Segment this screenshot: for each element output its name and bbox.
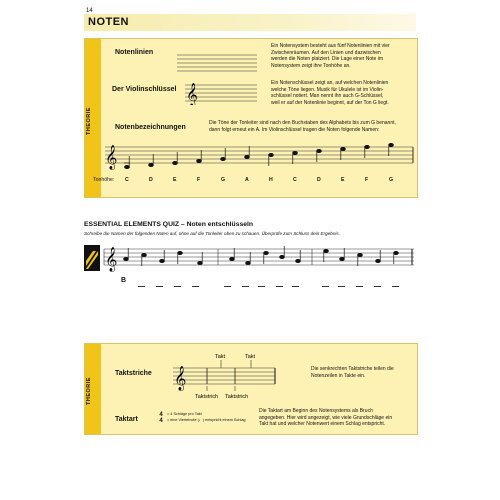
- taktart-line-3: Takt hat und welcher Notenwert einem Schlag entspricht.: [259, 421, 386, 427]
- time-signature-top: 4: [159, 412, 163, 418]
- taktart-sig-legend: [167, 412, 257, 423]
- tonhoehe-label: Tonhöhe:: [93, 177, 115, 183]
- taktart-label: Taktart: [115, 416, 138, 423]
- note-name: F: [365, 177, 369, 183]
- header-bar: [84, 14, 416, 31]
- page-header: [84, 14, 416, 31]
- notenlinien-line-1: Ein Notensystem besteht aus fünf Notenlinien mit vier: [271, 43, 390, 49]
- theorie-label: THEORIE: [86, 377, 92, 406]
- notenbezeichnungen-text: [209, 120, 413, 133]
- violinschluessel-staff: [185, 79, 257, 105]
- quiz-subtitle: Schreibe die Namen der folgenden Noten auf, ohne auf die Tonleiter oben zu schauen. Überprüfe zum Schluss dein Ergebnis.: [84, 231, 340, 236]
- notenlinien-line-3: werden die Noten platziert. Die Lage einer Note im: [271, 56, 384, 62]
- scale-staff: [103, 139, 415, 175]
- taktart-line-1: Die Taktart am Beginn des Notensystems als Bruch: [259, 408, 373, 414]
- treble-clef-icon: 𝄞: [174, 366, 187, 390]
- violinschluessel-line-1: Ein Notenschlüssel zeigt an, auf welchen Notenlinien: [271, 80, 389, 86]
- note-name: E: [173, 177, 177, 183]
- taktstriche-line-2: Notenzeilen in Takte ein.: [311, 372, 366, 379]
- theory-panel-top: [84, 38, 418, 198]
- taktstrich-label: Taktstrich: [225, 394, 249, 400]
- quiz-badge-icon: [84, 245, 100, 271]
- note-name: G: [221, 177, 226, 183]
- notenlinien-line-4: Notensystem zeigt ihre Tonhöhe an.: [271, 62, 351, 69]
- note-name: E: [341, 177, 345, 183]
- violinschluessel-label: Der Violinschlüssel: [112, 86, 177, 93]
- treble-clef-icon: 𝄞: [105, 247, 118, 271]
- violinschluessel-line-3: schlüssel notiert. Man nennt ihn auch G-Schlüssel,: [271, 93, 384, 99]
- time-signature-bottom: 4: [159, 418, 163, 424]
- taktart-text: [259, 408, 415, 428]
- note-name: A: [245, 177, 249, 183]
- violinschluessel-text: [271, 80, 413, 106]
- note-name: D: [149, 177, 153, 183]
- taktstriche-text: [311, 366, 415, 379]
- theorie-label: THEORIE: [86, 107, 92, 136]
- takt-label: Takt: [245, 354, 256, 360]
- notenbezeichnungen-label: Notenbezeichnungen: [115, 124, 186, 131]
- notenlinien-text: [271, 43, 413, 69]
- sig-legend-2: = eine Viertelnote (♩) entspricht einem Schlag: [167, 417, 246, 422]
- theory-panel-bottom: [84, 343, 418, 435]
- quiz-answer-example: B: [121, 277, 127, 284]
- note-name: F: [197, 177, 201, 183]
- page-number: 14: [86, 8, 93, 14]
- notenlinien-line-2: Zwischenräumen. Auf den Linien und dazwischen: [271, 49, 381, 56]
- taktstriche-staff: [171, 350, 281, 402]
- quiz-title: ESSENTIAL ELEMENTS QUIZ – Noten entschlüsseln: [84, 221, 254, 228]
- taktart-line-2: angegeben. Hier wird angezeigt, wie viele Grundschläge ein: [259, 414, 393, 421]
- treble-clef-icon: 𝄞: [105, 145, 118, 169]
- quiz-staff: [84, 241, 418, 275]
- treble-clef-icon: 𝄞: [186, 82, 198, 105]
- notenlinien-staff: [177, 53, 257, 75]
- page-title: NOTEN: [88, 16, 129, 28]
- note-name: C: [293, 177, 297, 183]
- violinschluessel-line-2: welche Töne liegen. Musik für Ukulele ist im Violin-: [271, 86, 384, 93]
- tonhoehe-row: [93, 177, 413, 185]
- note-name: G: [389, 177, 394, 183]
- sig-legend-1: = 4 Schläge pro Takt: [167, 412, 202, 416]
- taktstriche-label: Taktstriche: [115, 370, 152, 377]
- notenlinien-label: Notenlinien: [115, 49, 154, 56]
- taktstrich-label: Taktstrich: [195, 394, 219, 400]
- note-name: C: [125, 177, 129, 183]
- note-name: D: [317, 177, 321, 183]
- violinschluessel-line-4: weil er auf der Notenlinie beginnt, auf der Ton G liegt.: [271, 99, 389, 106]
- taktstriche-line-1: Die senkrechten Taktstriche teilen die: [311, 366, 394, 372]
- notenbezeichnungen-line-1: Die Töne der Tonleiter sind nach den Buchstaben des Alphabets bis zum G benannt,: [209, 120, 396, 126]
- time-signature: [157, 412, 165, 424]
- note-name: H: [269, 177, 273, 183]
- notenbezeichnungen-line-2: dann folgt erneut ein A. Im Violinschlüssel tragen die Noten folgende Namen:: [209, 126, 380, 133]
- takt-label: Takt: [215, 354, 226, 360]
